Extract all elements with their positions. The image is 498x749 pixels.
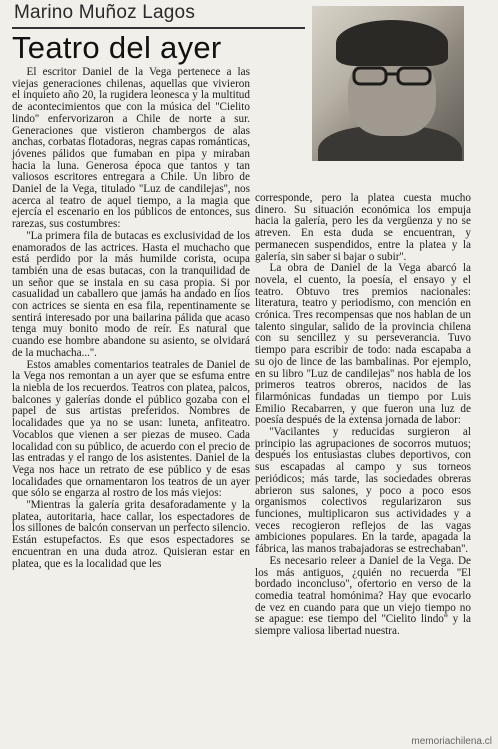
paragraph: ''La primera fila de butacas es exclusividad de los enamorados de las actrices. Hasta el muchacho que está perdido por la más humilde corista, ocupa también una de esas butacas, con la tranquilidad de un señor que se instala en su casa propia. Si por casualidad un caballero que jamás ha andado en líos con actrices se sienta en esa fila, repentinamente se sentirá interesado por una bailarina pálida que acaso tenga muy bonito modo de reír. Es natural que cuando ese hombre abandone su asiento, se olvidará de la muchacha...''. (12, 229, 250, 359)
author-name: Marino Muñoz Lagos (14, 2, 196, 23)
photo-cap-shape (336, 20, 448, 66)
paragraph: corresponde, pero la platea cuesta mucho dinero. Su situación económica los empuja hacia la galería, pero les da vergüenza y no se atreven. En esta duda se encuentran, y permanecen suspendidos, entre la platea y la galería, sin saber si bajar o subir''. (255, 192, 471, 263)
paragraph: ''Mientras la galería grita desaforadamente y la platea, autoritaria, hace callar, los espectadores de los sillones de balcón conservan un perfecto silencio. Están estupefactos. Es que esos espectadores se encuentran en una duda atroz. Quisieran estar en platea, que es la localidad que les (12, 499, 250, 570)
article-column-1 (12, 67, 250, 570)
paragraph: ''Vacilantes y reducidas surgieron al principio las agrupaciones de socorros mutuos; después los entusiastas clubes deportivos, con sus escapadas al campo y sus torneos periódicos; más tarde, las sociedades obreras abrieron sus salones, y poco a poco esos organismos colectivos regularizaron sus funciones, multiplicaron sus actividades y a veces recogieron reflejos de las vagas ambiciones populares. En la tarde, apagada la fábrica, las manos trabajadoras se estrechaban''. (255, 426, 471, 556)
header-rule (12, 27, 305, 29)
article-title: Teatro del ayer (12, 30, 222, 65)
paragraph: Estos amables comentarios teatrales de Daniel de la Vega nos remontan a un ayer que se esfuma entre la niebla de los recuerdos. Teatros con platea, palcos, balcones y galerías donde el público gozaba con el papel de sus artistas preferidos. Nombres de localidades que ya no se usan: luneta, anfiteatro. Vocablos que vienen a ser piezas de museo. Cada localidad con su público, de acuerdo con el precio de las entradas y el rango de los asistentes. Daniel de la Vega nos hace un retrato de ese público y de esas localidades que ornamentaron los teatros de un ayer que sólo se engarza al rostro de los más viejos: (12, 358, 250, 500)
author-photo (312, 6, 464, 161)
paragraph: El escritor Daniel de la Vega pertenece a las viejas generaciones chilenas, aquellas que vivieron el inquieto año 20, la rugidera leonesca y la multitud de acontecimientos que con la música del ''Cielito lindo'' enfervorizaron a Chile de norte a sur. Generaciones que vistieron chambergos de alas anchas, corbatas flotadoras, negras capas románticas, jóvenes pálidos que fumaban en pipa y miraban hacia la luna. Generosa época que tantos y tan valiosos escritores entregara a Chile. Un libro de Daniel de la Vega, titulado ''Luz de candilejas'', nos acerca al teatro de aquel tiempo, a la magia que ejercía el escenario en los públicos de entonces, sus rarezas, sus costumbres: (12, 66, 250, 231)
article-column-2 (255, 193, 471, 638)
glasses-icon (352, 66, 434, 86)
paragraph: Es necesario releer a Daniel de la Vega. De los más antiguos, ¿quién no recuerda ''El bordado inconcluso'', ofertorio en verso de la comedia teatral homónima? Hay que evocarlo de vez en cuando para que un viejo tiempo no se apague: ese tiempo del ''Cielito lindo'' y la siempre valiosa libertad nuestra. (255, 554, 471, 638)
source-credit: memoriachilena.cl (411, 736, 492, 747)
paragraph: La obra de Daniel de la Vega abarcó la novela, el cuento, la poesía, el ensayo y el teatro. Obtuvo tres premios nacionales: literatura, teatro y periodismo, con mención en crónica. Tres recompensas que nos hablan de un talento singular, salido de la provincia chilena con su sencillez y su perseverancia. Tuvo tiempo para escribir de todo: nada escapaba a su ojo de lince de las bambalinas. Por ejemplo, en su libro ''Luz de candilejas'' nos habla de los primeros teatros obreros, nacidos de las filarmónicas fundadas un tiempo por Luis Emilio Recabarren, y que fueron una luz de poesía después de la extensa jornada de labor: (255, 262, 471, 427)
